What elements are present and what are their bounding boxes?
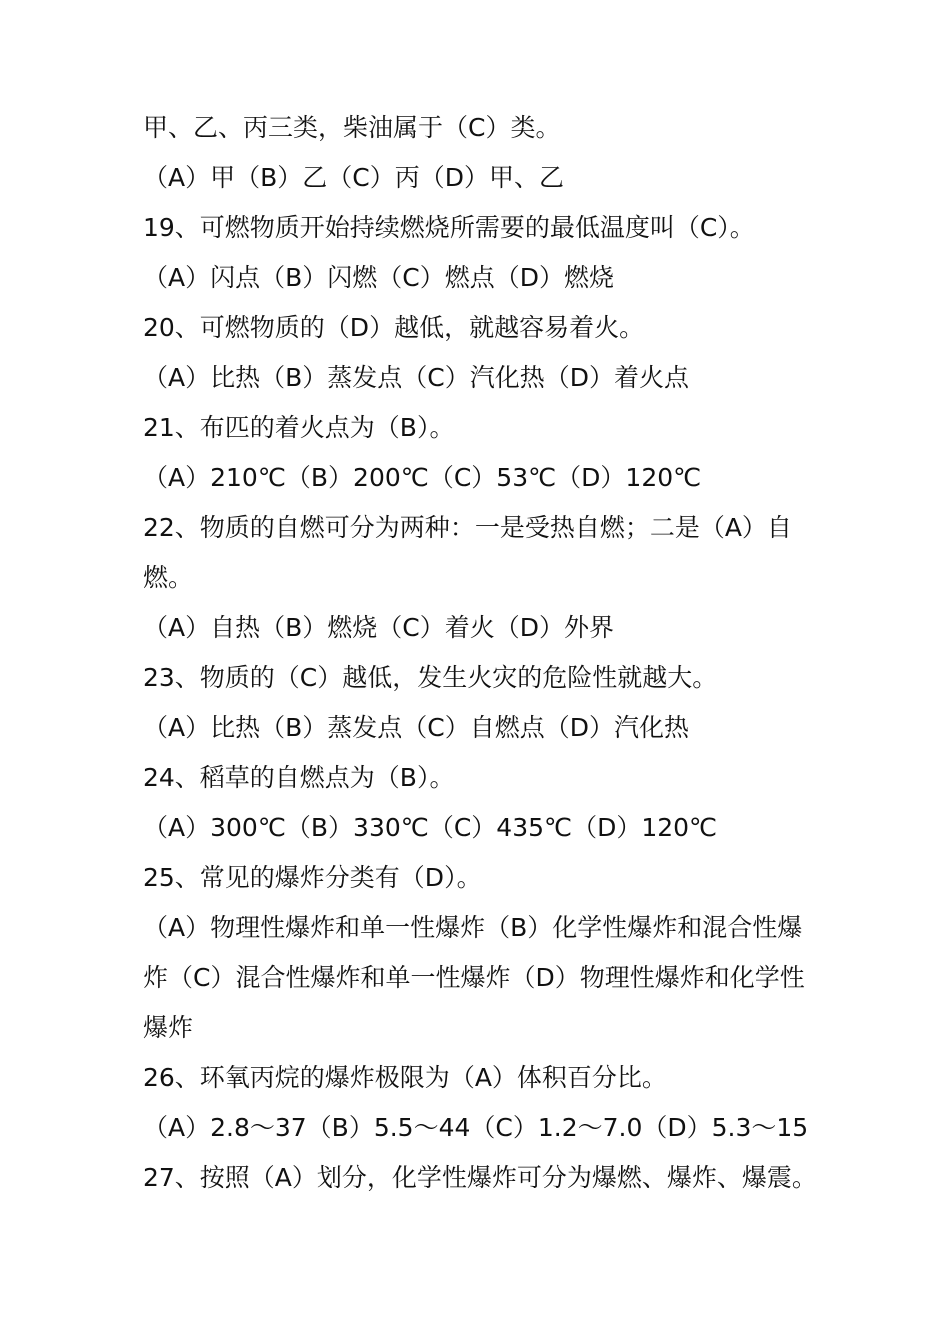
text-line: （A）比热（B）蒸发点（C）自燃点（D）汽化热: [143, 713, 689, 742]
text-line: （A）自热（B）燃烧（C）着火（D）外界: [143, 613, 614, 642]
text-line: （A）物理性爆炸和单一性爆炸（B）化学性爆炸和混合性爆: [143, 913, 803, 942]
text-line: 20、可燃物质的（D）越低，就越容易着火。: [143, 313, 645, 342]
text-line: 21、布匹的着火点为（B）。: [143, 413, 455, 442]
text-line: 27、按照（A）划分，化学性爆炸可分为爆燃、爆炸、爆震。: [143, 1163, 817, 1192]
document-body: [143, 103, 817, 1203]
text-line: （A）比热（B）蒸发点（C）汽化热（D）着火点: [143, 363, 689, 392]
text-line: 爆炸: [143, 1013, 194, 1042]
text-line: 19、可燃物质开始持续燃烧所需要的最低温度叫（C）。: [143, 213, 755, 242]
text-line: 26、环氧丙烷的爆炸极限为（A）体积百分比。: [143, 1063, 667, 1092]
text-line: 燃。: [143, 563, 194, 592]
text-line: 甲、乙、丙三类，柴油属于（C）类。: [143, 113, 561, 142]
text-line: （A）甲（B）乙（C）丙（D）甲、乙: [143, 163, 564, 192]
text-line: 23、物质的（C）越低，发生火灾的危险性就越大。: [143, 663, 718, 692]
text-line: 炸（C）混合性爆炸和单一性爆炸（D）物理性爆炸和化学性: [143, 963, 805, 992]
text-line: 24、稻草的自燃点为（B）。: [143, 763, 455, 792]
text-line: （A）2.8～37（B）5.5～44（C）1.2～7.0（D）5.3～15: [143, 1113, 809, 1142]
text-line: 25、常见的爆炸分类有（D）。: [143, 863, 482, 892]
text-line: （A）闪点（B）闪燃（C）燃点（D）燃烧: [143, 263, 614, 292]
text-line: （A）210℃（B）200℃（C）53℃（D）120℃: [143, 463, 702, 492]
text-line: （A）300℃（B）330℃（C）435℃（D）120℃: [143, 813, 718, 842]
text-line: 22、物质的自燃可分为两种：一是受热自燃；二是（A）自: [143, 513, 792, 542]
